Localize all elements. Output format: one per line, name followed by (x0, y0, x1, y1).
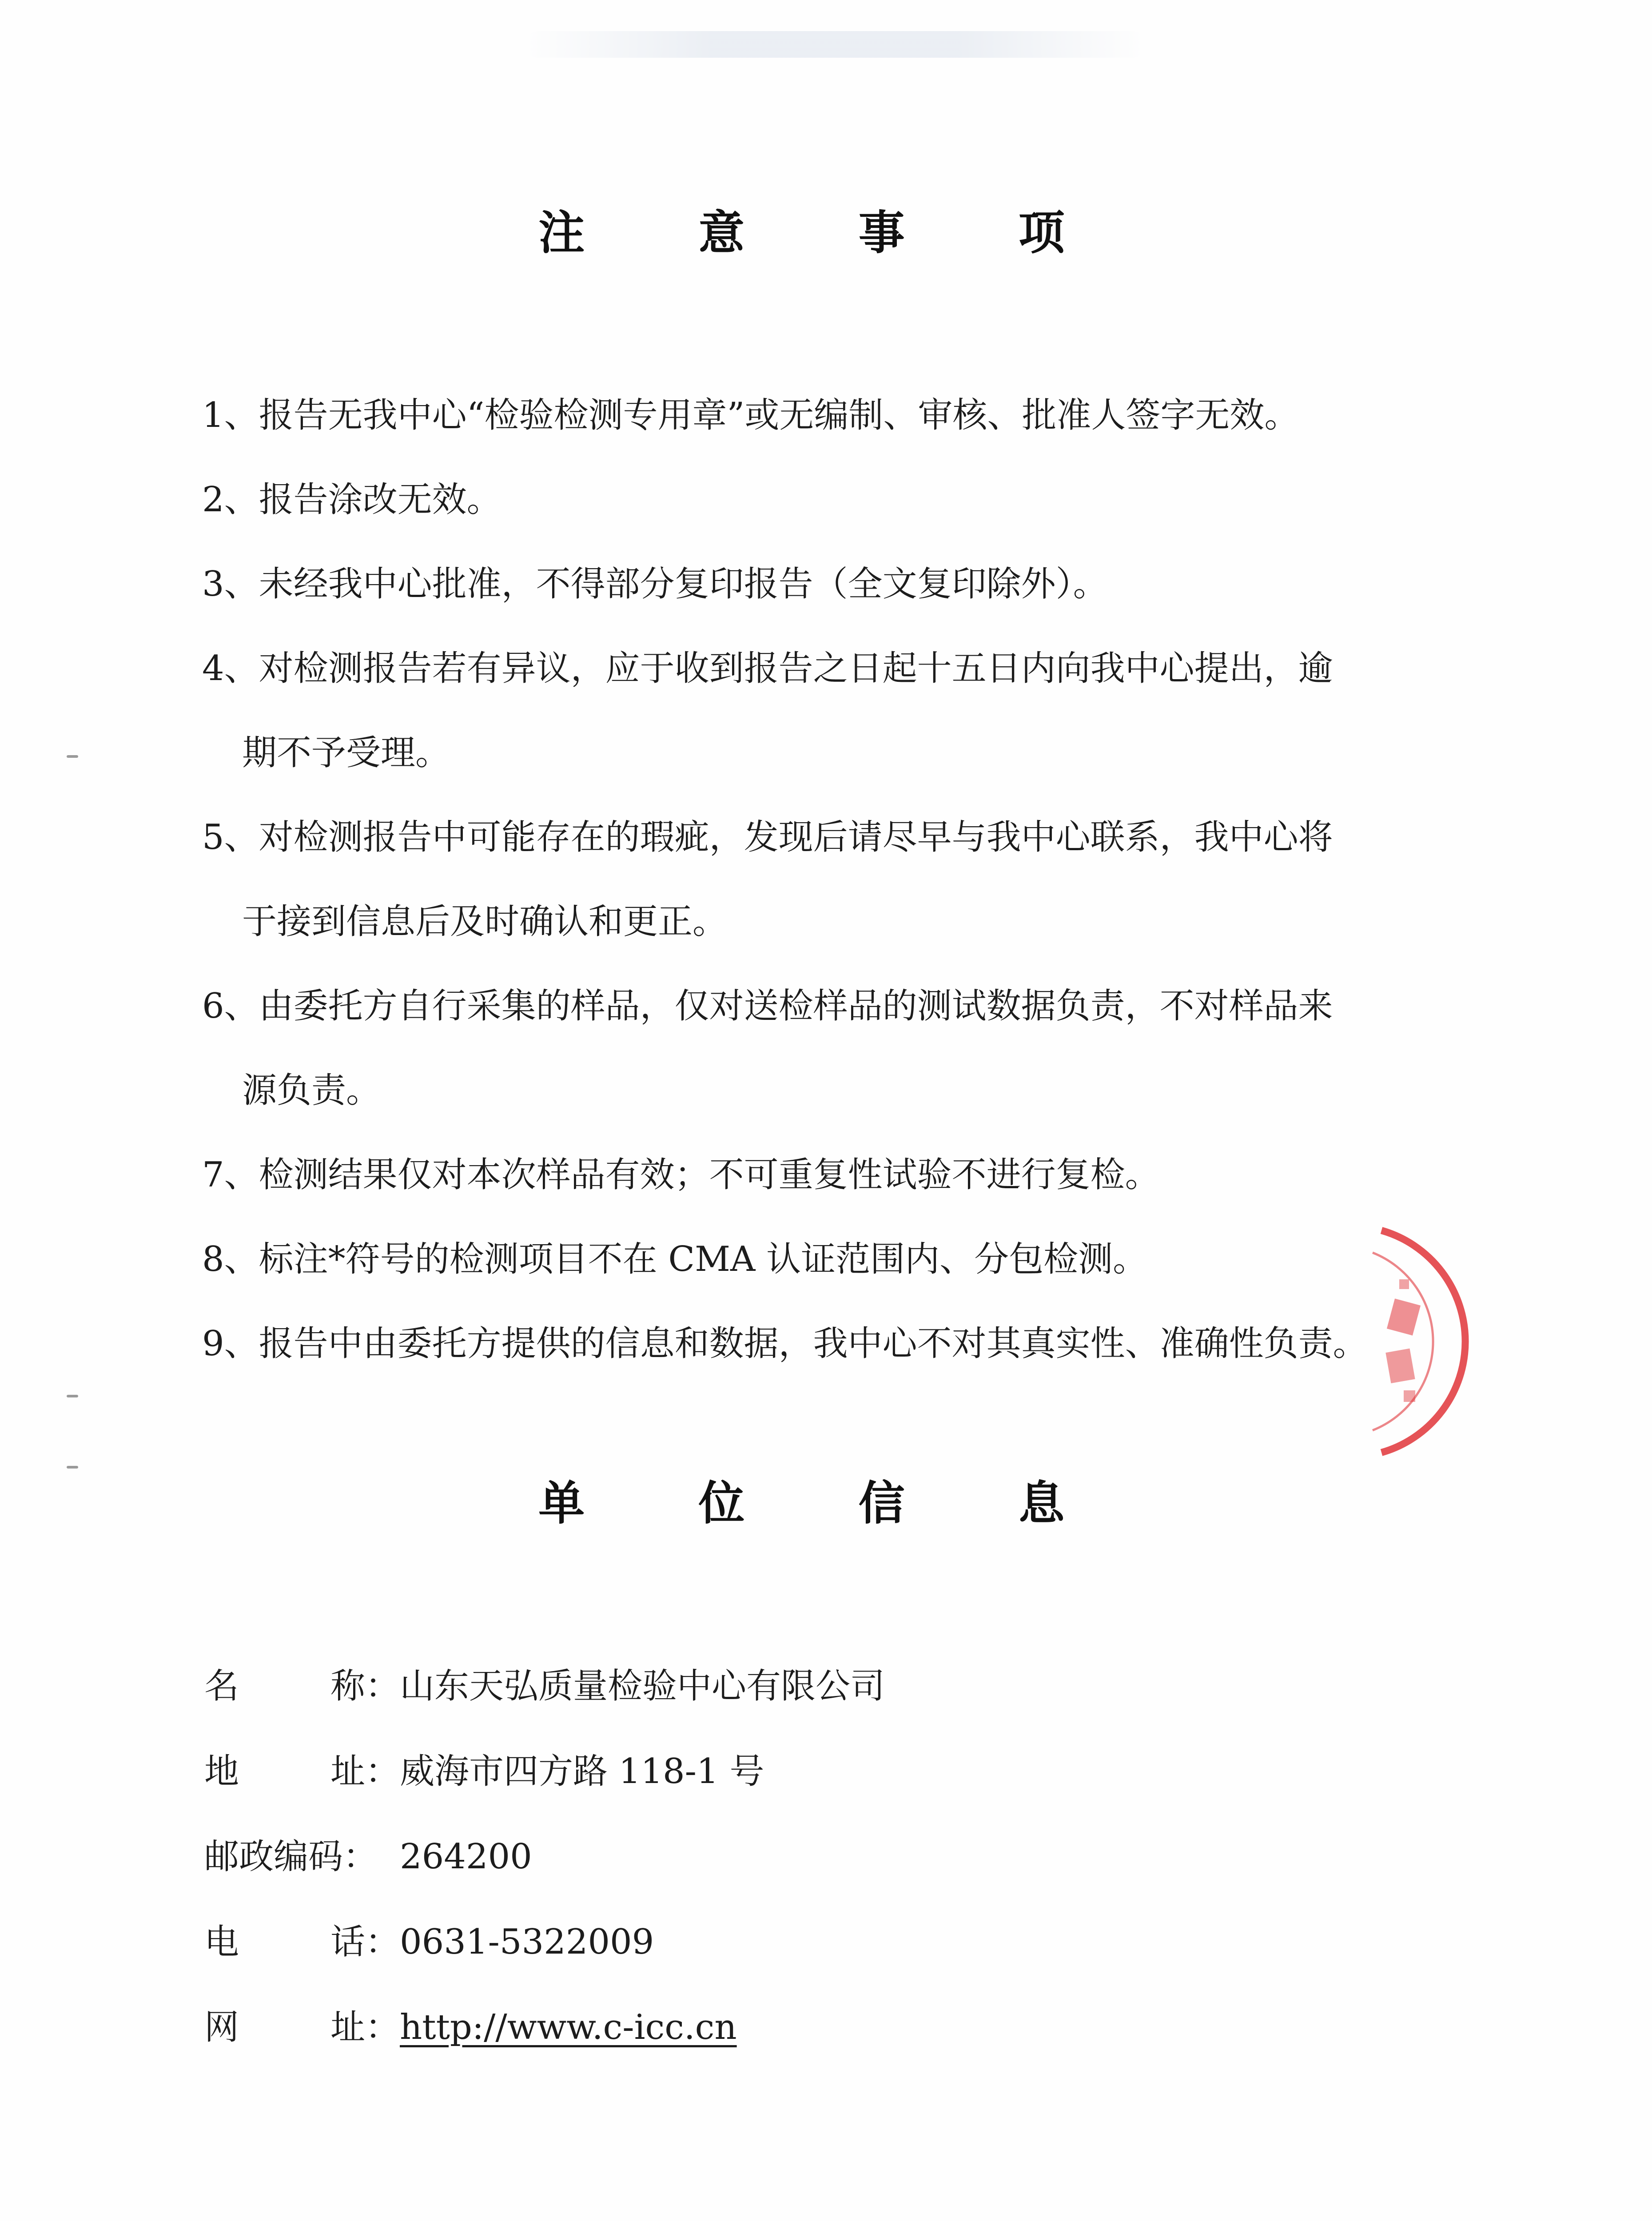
company-website-link[interactable]: http://www.c-icc.cn (400, 2007, 737, 2047)
note-text: 检测结果仅对本次样品有效；不可重复性试验不进行复检。 (259, 1155, 1160, 1195)
label-part: 称： (330, 1666, 400, 1706)
note-number: 7、 (202, 1155, 259, 1195)
note-number: 9、 (202, 1324, 259, 1364)
note-text: 报告无我中心“检验检测专用章”或无编制、审核、批准人签字无效。 (259, 395, 1299, 435)
info-label (204, 1985, 400, 2070)
seal-icon (1350, 1226, 1519, 1457)
notes-list (202, 373, 1490, 1386)
note-text: 对检测报告若有异议，应于收到报告之日起十五日内向我中心提出，逾 (259, 649, 1333, 689)
margin-mark (67, 1395, 78, 1397)
company-address: 威海市四方路 118-1 号 (400, 1751, 764, 1791)
note-text: 由委托方自行采集的样品，仅对送检样品的测试数据负责，不对样品来 (259, 986, 1333, 1026)
note-item-2 (202, 458, 1490, 542)
note-number: 3、 (202, 564, 259, 604)
note-item-9 (202, 1302, 1490, 1386)
info-row-name (204, 1644, 1270, 1729)
info-row-postcode (204, 1814, 1270, 1899)
scan-margin-marks (67, 755, 84, 1510)
note-number: 6、 (202, 986, 259, 1026)
company-postcode: 264200 (400, 1837, 532, 1877)
info-label: 邮政编码： (204, 1837, 378, 1877)
note-item-8 (202, 1217, 1490, 1302)
note-item-3 (202, 542, 1490, 626)
label-part: 网 (204, 2007, 239, 2047)
label-part: 名 (204, 1666, 239, 1706)
note-text: 对检测报告中可能存在的瑕疵，发现后请尽早与我中心联系，我中心将 (259, 817, 1333, 857)
note-number: 8、 (202, 1239, 259, 1279)
margin-mark (67, 755, 78, 758)
note-number: 2、 (202, 480, 259, 520)
info-row-website (204, 1985, 1270, 2070)
note-number: 5、 (202, 817, 259, 857)
info-row-phone (204, 1899, 1270, 1985)
notes-title: 注 意 事 项 (538, 206, 1114, 260)
company-phone: 0631-5322009 (400, 1922, 654, 1962)
note-number: 4、 (202, 649, 259, 689)
note-continuation: 源负责。 (242, 1071, 381, 1110)
info-label (204, 1899, 400, 1985)
info-label (204, 1644, 400, 1729)
note-item-1 (202, 373, 1490, 458)
note-continuation: 于接到信息后及时确认和更正。 (242, 902, 728, 942)
note-continuation: 期不予受理。 (242, 733, 450, 773)
header-bleed-through (524, 31, 1146, 58)
company-info (204, 1644, 1270, 2070)
label-part: 址： (330, 2007, 400, 2047)
note-item-6 (202, 964, 1490, 1133)
note-item-5 (202, 795, 1490, 964)
note-text: 报告中由委托方提供的信息和数据，我中心不对其真实性、准确性负责。 (259, 1324, 1368, 1364)
label-part: 电 (204, 1922, 239, 1962)
label-part: 地 (204, 1751, 239, 1791)
info-title: 单 位 信 息 (538, 1476, 1114, 1530)
info-row-address (204, 1729, 1270, 1814)
note-text: 标注*符号的检测项目不在 CMA 认证范围内、分包检测。 (259, 1239, 1148, 1279)
note-number: 1、 (202, 395, 259, 435)
red-seal-stamp (1350, 1226, 1519, 1457)
info-label (204, 1729, 400, 1814)
note-text: 报告涂改无效。 (259, 480, 502, 520)
label-part: 址： (330, 1751, 400, 1791)
margin-mark (67, 1466, 78, 1469)
note-item-7 (202, 1133, 1490, 1217)
note-item-4 (202, 626, 1490, 795)
label-part: 话： (330, 1922, 400, 1962)
company-name: 山东天弘质量检验中心有限公司 (400, 1666, 885, 1706)
note-text: 未经我中心批准，不得部分复印报告（全文复印除外）。 (259, 564, 1108, 604)
